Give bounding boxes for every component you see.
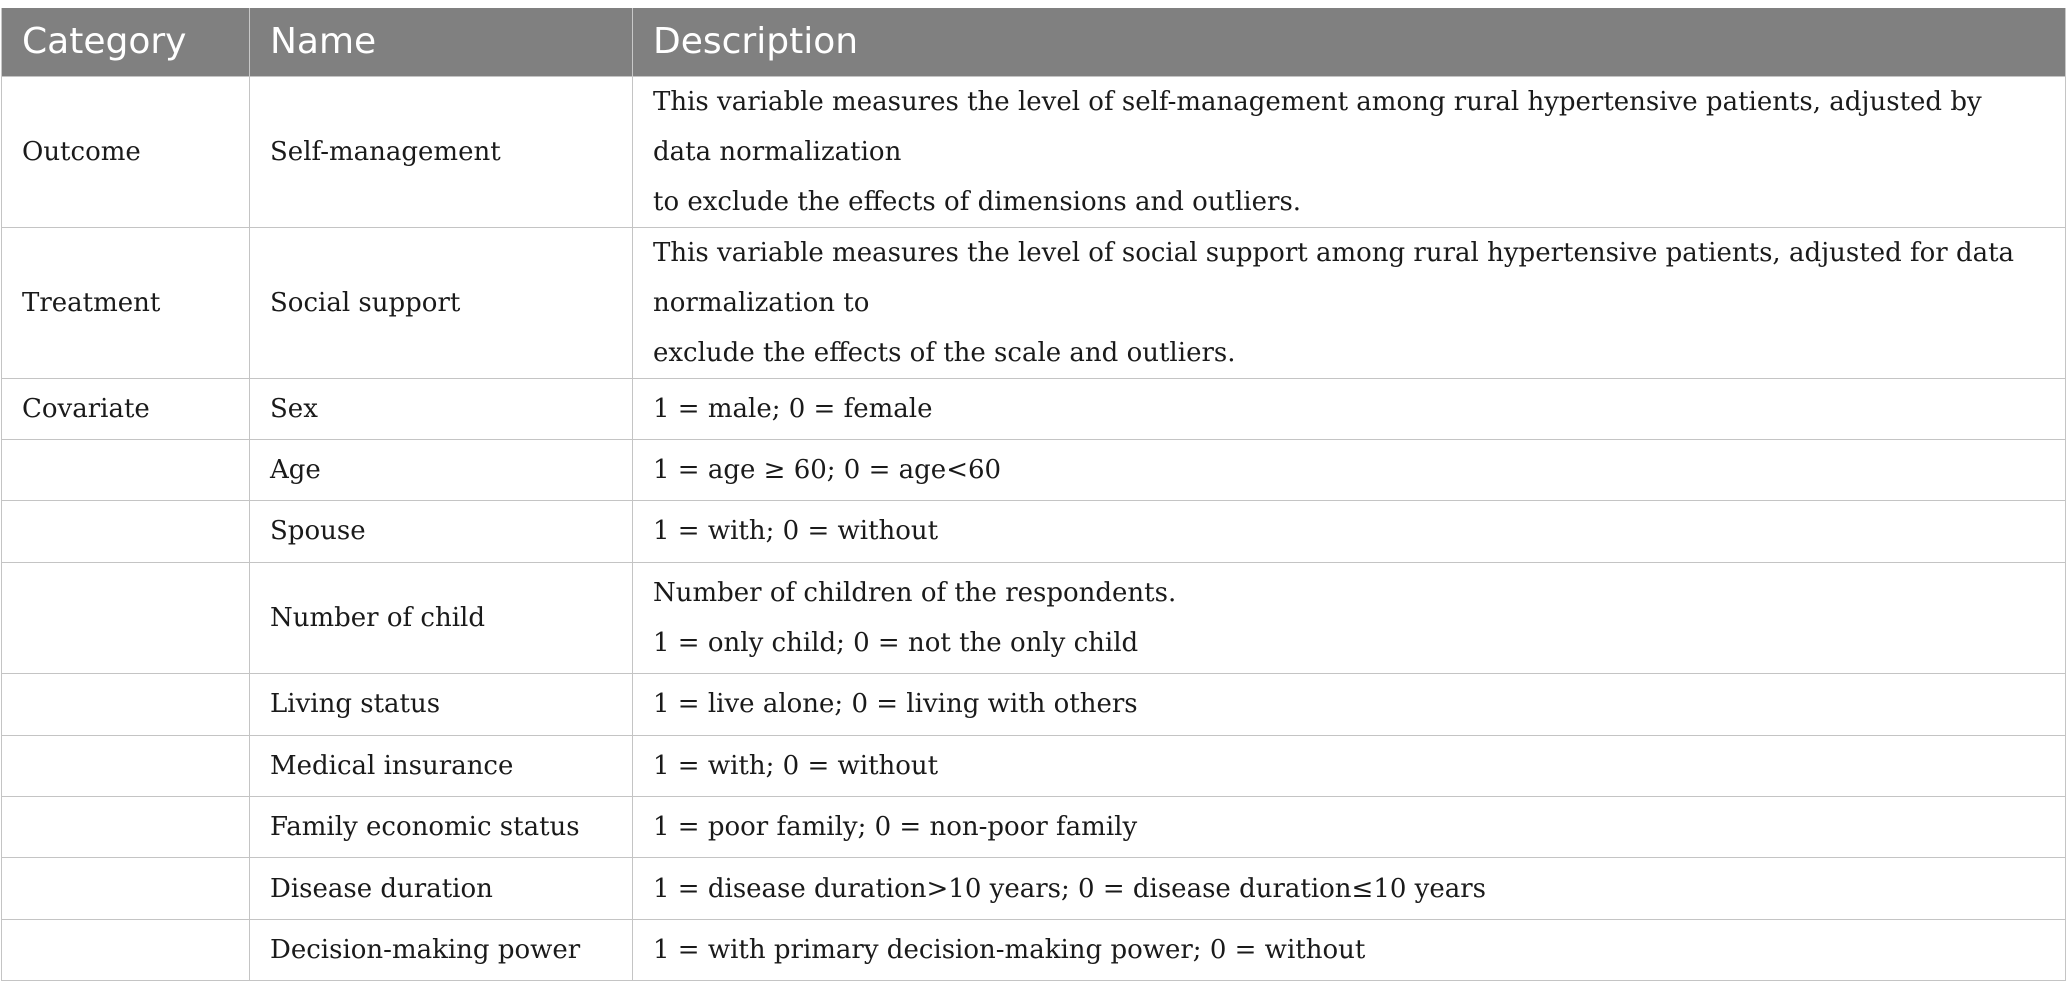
- description-line: This variable measures the level of self-management among rural hypertensive patients, adjusted by data normalization: [653, 86, 1982, 167]
- variables-table: [1, 8, 2066, 981]
- description-line: 1 = with; 0 = without: [653, 516, 939, 547]
- cell-name: Number of child: [250, 562, 633, 674]
- description-line: 1 = with; 0 = without: [653, 750, 939, 781]
- cell-category: [2, 439, 250, 500]
- cell-description: [633, 501, 2066, 562]
- cell-category: Treatment: [2, 227, 250, 378]
- cell-name: Decision-making power: [250, 919, 633, 980]
- cell-description: [633, 378, 2066, 439]
- cell-category: [2, 562, 250, 674]
- header-name: Name: [250, 8, 633, 76]
- description-line: 1 = poor family; 0 = non-poor family: [653, 812, 1138, 843]
- cell-category: [2, 735, 250, 796]
- cell-description: [633, 735, 2066, 796]
- cell-category: Outcome: [2, 76, 250, 227]
- table-row: [2, 227, 2066, 378]
- description-line: Number of children of the respondents.: [653, 577, 1177, 608]
- table-row: [2, 501, 2066, 562]
- cell-name: Sex: [250, 378, 633, 439]
- cell-name: Living status: [250, 674, 633, 735]
- table-row: [2, 76, 2066, 227]
- cell-description: [633, 796, 2066, 857]
- description-line: This variable measures the level of social support among rural hypertensive patients, adjusted for data normalization to: [653, 237, 2015, 318]
- cell-category: [2, 796, 250, 857]
- table-row: [2, 919, 2066, 980]
- cell-description: [633, 858, 2066, 919]
- cell-name: Self-management: [250, 76, 633, 227]
- cell-description: [633, 674, 2066, 735]
- cell-category: [2, 919, 250, 980]
- description-line: 1 = disease duration>10 years; 0 = disease duration≤10 years: [653, 873, 1487, 904]
- table-header-row: [2, 8, 2066, 76]
- cell-description: [633, 562, 2066, 674]
- cell-description: [633, 439, 2066, 500]
- table-row: [2, 858, 2066, 919]
- table-row: [2, 562, 2066, 674]
- cell-name: Disease duration: [250, 858, 633, 919]
- description-line: 1 = with primary decision-making power; 0 = without: [653, 934, 1366, 965]
- cell-name: Age: [250, 439, 633, 500]
- table-row: [2, 674, 2066, 735]
- cell-category: [2, 858, 250, 919]
- cell-category: [2, 674, 250, 735]
- description-line: 1 = only child; 0 = not the only child: [653, 627, 1139, 658]
- description-line: 1 = live alone; 0 = living with others: [653, 689, 1138, 720]
- cell-name: Spouse: [250, 501, 633, 562]
- cell-name: Social support: [250, 227, 633, 378]
- variables-table-container: [1, 8, 2065, 981]
- description-line: to exclude the effects of dimensions and outliers.: [653, 186, 1302, 217]
- cell-category: [2, 501, 250, 562]
- description-line: exclude the effects of the scale and outliers.: [653, 337, 1236, 368]
- cell-category: Covariate: [2, 378, 250, 439]
- table-row: [2, 796, 2066, 857]
- cell-description: [633, 227, 2066, 378]
- cell-name: Medical insurance: [250, 735, 633, 796]
- description-line: 1 = age ≥ 60; 0 = age<60: [653, 455, 1002, 486]
- table-row: [2, 439, 2066, 500]
- table-row: [2, 735, 2066, 796]
- header-category: Category: [2, 8, 250, 76]
- table-row: [2, 378, 2066, 439]
- cell-description: [633, 76, 2066, 227]
- cell-name: Family economic status: [250, 796, 633, 857]
- description-line: 1 = male; 0 = female: [653, 393, 933, 424]
- header-description: Description: [633, 8, 2066, 76]
- cell-description: [633, 919, 2066, 980]
